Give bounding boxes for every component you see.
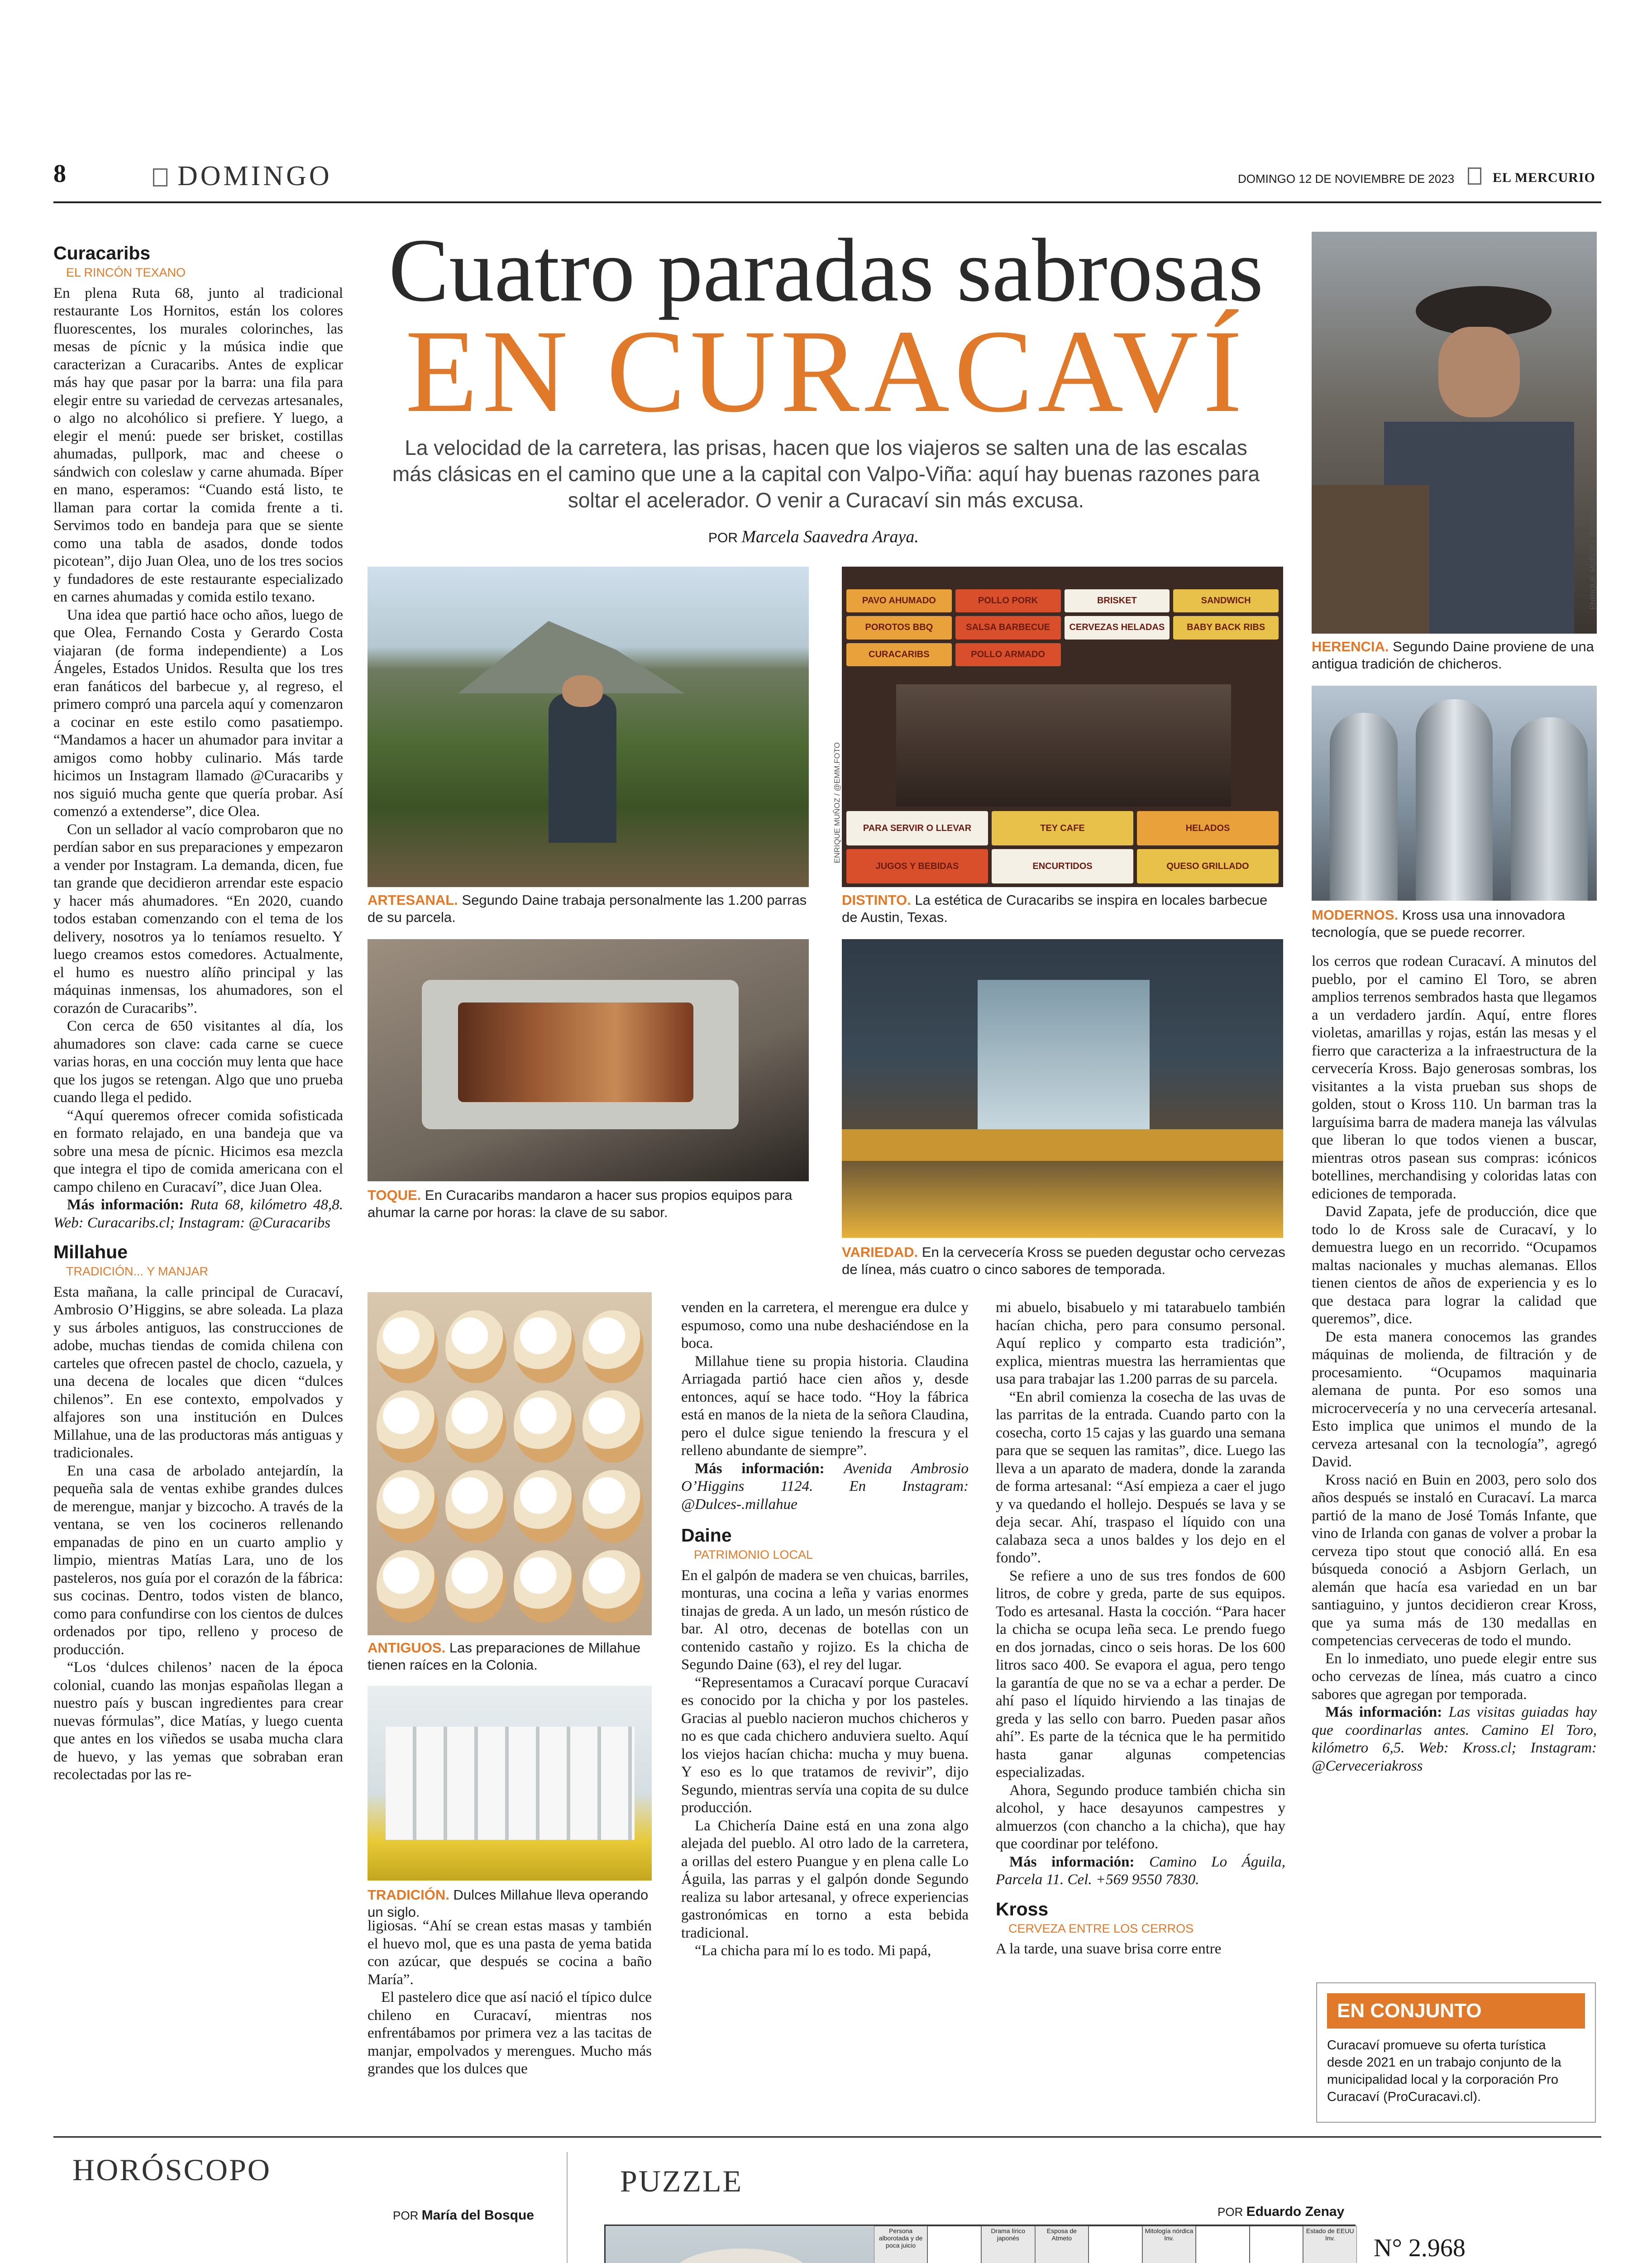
box-text: Curacaví promueve su oferta turística desde 2021 en un trabajo conjunto de la municipalidad local y la corporación Pro Curacaví (ProCuracavi.cl). — [1327, 2038, 1561, 2104]
info-line — [53, 1196, 343, 1232]
crossword-cell[interactable] — [1250, 2226, 1303, 2263]
photo-herencia — [1312, 232, 1597, 634]
header-date: DOMINGO 12 DE NOVIEMBRE DE 2023 — [1238, 172, 1455, 186]
puzzle-title: PUZZLE — [620, 2164, 743, 2198]
byline-author: María del Bosque — [421, 2208, 534, 2223]
paragraph: En plena Ruta 68, junto al tradicional restaurante Los Hornitos, están los colores fluorescentes, los murales colorinches, las mesas de pícnic y la música indie que caracterizan a Curacaribs. Antes de explicar más hay que pasar por la barra: una fila para elegir entre su variedad de cervezas artesanales, o algo no alcohólico si prefiere. Y luego, a elegir el menú: puede ser brisket, costillas ahumadas, pullpork, mac and cheese o sándwich con coleslaw y carne ahumada. Bíper en mano, esperamos: “Cuando está listo, te llaman para cortar la comida frente a ti. Servimos todo en bandeja para que se siente como una tabla de asados, donde todos picotean”, dijo Juan Olea, uno de los tres socios y fundadores de este restaurante especializado en carnes ahumadas y comida estilo texano. — [53, 285, 343, 605]
paragraph: El pastelero dice que así nació el típico dulce chileno en Curacaví, mientras nos enfrentábamos por primera vez a las tacitas de manjar, empolvados y merengues. Mucho más grandes que los dulces que — [368, 1989, 652, 2077]
byline — [708, 527, 919, 547]
menu-sign: CURACARIBS — [846, 643, 952, 666]
caption-artesanal — [368, 892, 811, 926]
paragraph: Con un sellador al vacío comprobaron que no perdían sabor en sus preparaciones y empezaron a vender por Instagram. La demanda, dicen, fue tan grande que decidieron arrendar este espacio y hacer más ahumadores. “En 2020, cuando todos estaban comenzando con el tema de los delivery, nosotros ya lo teníamos resuelto. Y luego creamos estos comedores. Actualmente, el humo es nuestro alíño principal y las máquinas inmensas, los ahumadores, son el corazón de Curacaribs”. — [53, 821, 343, 1017]
sweet-item — [445, 1390, 507, 1463]
lead-paragraph: La velocidad de la carretera, las prisas, hacen que los viajeros se salten una de las escalas más clásicas en el camino que une a la capital con Valpo-Viña: aquí hay buenas razones para soltar el acelerador. O venir a Curacaví sin más excusa. — [392, 436, 1260, 512]
horoscope-divider — [567, 2152, 568, 2263]
horoscope-section — [53, 2152, 597, 2223]
caption-herencia — [1312, 638, 1597, 673]
paragraph: En una casa de arbolado antejardín, la pequeña sala de ventas exhibe grandes dulces de merengue, manjar y bizcocho. A través de la ventana, se ven los cocineros rellenando empanadas de pino en un cuarto amplio y limpio, mientras Matías Lara, uno de los pasteleros, nos guía por el corazón de la fábrica: sus cocinas. Dentro, todos visten de blanco, como para confundirse con los cientos de dulces ordenados por tipo, relleno y proceso de producción. — [53, 1462, 343, 1658]
crossword-cell[interactable] — [1089, 2226, 1142, 2263]
photo-credit: ENRIQUE MUÑOZ / @EMM.FOTO — [1589, 489, 1597, 610]
menu-sign: BABY BACK RIBS — [1173, 616, 1279, 639]
caption-label: TRADICIÓN. — [368, 1887, 449, 1903]
paragraph: En lo inmediato, uno puede elegir entre sus ocho cervezas de línea, más cuatro a cinco sabores que agregan por temporada. — [1312, 1650, 1597, 1703]
caption-tradicion — [368, 1886, 653, 1921]
column-millahue-cont — [368, 1917, 652, 2078]
menu-signs-lower — [842, 811, 1283, 883]
caption-label: MODERNOS. — [1312, 907, 1399, 923]
paragraph: ligiosas. “Ahí se crean estas masas y también el huevo mol, que es una pasta de yema batida con azúcar, que después se cocina a baño María”. — [368, 1918, 652, 1988]
crossword-cell[interactable] — [927, 2226, 981, 2263]
crossword-clue: Esposa de Atmeto — [1035, 2226, 1089, 2263]
paragraph: “La chicha para mí lo es todo. Mi papá, — [695, 1943, 931, 1959]
crossword-clue: Estado de EEUU Inv. — [1303, 2226, 1357, 2263]
sweets-tray — [377, 1310, 644, 1623]
menu-sign: POLLO ARMADO — [955, 643, 1061, 666]
menu-sign: PAVO AHUMADO — [846, 589, 952, 612]
info-text: Camino Lo Águila, Parcela 11. Cel. +569 9550 7830. — [996, 1853, 1286, 1888]
paragraph: David Zapata, jefe de producción, dice que todo lo de Kross sale de Curacaví, y lo demuestra luego en un recorrido. “Ocupamos maltas nacionales y muchas alemanas. Ellos tienen cientos de años de experiencia y es lo que destaca para lograr la calidad que queremos”, dice. — [1312, 1203, 1597, 1327]
sweet-item — [445, 1310, 507, 1383]
info-text: Avenida Ambrosio O’Higgins 1124. En Instagram: @Dulces-.millahue — [681, 1460, 969, 1513]
sweet-item — [445, 1470, 507, 1543]
section-kicker: TRADICIÓN... Y MANJAR — [66, 1265, 209, 1278]
menu-sign: ENCURTIDOS — [992, 849, 1133, 883]
menu-sign: JUGOS Y BEBIDAS — [846, 849, 988, 883]
sweet-item — [514, 1470, 575, 1543]
paragraph: A la tarde, una suave brisa corre entre — [996, 1941, 1222, 1957]
menu-sign: PARA SERVIR O LLEVAR — [846, 811, 988, 845]
info-line — [1312, 1704, 1597, 1775]
sweet-item — [445, 1550, 507, 1623]
byline-prefix: POR — [1218, 2205, 1243, 2219]
photo-credit: ENRIQUE MUÑOZ / @EMM.FOTO — [833, 742, 841, 864]
menu-signs — [842, 589, 1283, 666]
caption-text: Segundo Daine trabaja personalmente las 1.200 parras de su parcela. — [368, 892, 807, 925]
bottom-section-rule — [53, 2136, 1601, 2138]
info-label: Más información: — [1009, 1853, 1135, 1870]
column-curacaribs-millahue — [53, 242, 343, 1784]
menu-sign: BRISKET — [1065, 589, 1170, 612]
section-title-millahue: Millahue — [53, 1241, 128, 1262]
caption-antiguos — [368, 1639, 653, 1674]
paragraph: La Chichería Daine está en una zona algo alejada del pueblo. Al otro lado de la carretera, a orillas del estero Puangue y en plena calle Lo Águila, las parras y el galpón donde Segundo realiza su labor artesanal, y ofrece experiencias gastronómicas en torno a esta bebida tradicional. — [681, 1817, 969, 1941]
caption-modernos — [1312, 907, 1597, 941]
info-label: Más información: — [67, 1197, 184, 1213]
section-title-daine: Daine — [681, 1525, 732, 1546]
info-line — [681, 1460, 969, 1514]
caption-label: TOQUE. — [368, 1187, 421, 1203]
paragraph: Millahue tiene su propia historia. Claudina Arriagada partió hace cien años y, desde entonces, aquí se hace todo. “Hoy la fábrica está en manos de la nieta de la señora Claudina, pero el dulce sigue teniendo la frescura y el relleno abundante de siempre”. — [681, 1353, 969, 1459]
horoscope-title: HORÓSCOPO — [72, 2153, 271, 2187]
sweet-item — [377, 1310, 438, 1383]
menu-sign: POROTOS BBQ — [846, 616, 952, 639]
paragraph: Se refiere a uno de sus tres fondos de 600 litros, de cobre y greda, parte de sus equipos. Todo es artesanal. Hasta la cocción. “Para hacer la chicha se ocupa leña seca. Le prendo fuego en dos jornadas, cinco o seis horas. De los 600 litros saco 400. Se evapora el agua, pero tengo la garantía de que no se va a echar a perder. De ahí paso el líquido hirviendo a las tinajas de greda y las sello con barro. Pueden pasar años ahí”. Es parte de la técnica que le ha permitido hasta ganar algunas competencias especializadas. — [996, 1567, 1285, 1781]
paragraph: “En abril comienza la cosecha de las uvas de las parritas de la entrada. Cuando parto con la cosecha, corto 15 cajas y las guardo una semana para que se sequen las ramitas”, dice. Luego las lleva a un aparato de madera, donde la zaranda de forma artesanal: “Así empieza a caer el jugo y va quedando el hollejo. Después se lava y se deja secar. Ahí, traspaso el líquido con una calabaza seca a unos baldes y los dejo en el fondo”. — [996, 1389, 1285, 1566]
paragraph: los cerros que rodean Curacaví. A minutos del pueblo, por el camino El Toro, se abren amplios terrenos sembrados hasta que llegamos a un verdadero jardín. Aquí, entre flores violetas, amarillas y rojas, están las mesas y el fierro que caracteriza a la infraestructura de la cervecería Kross. Bajo generosas sombras, los visitantes a la vista prueban sus shops de golden, stout o Kross 110. Un barman tras la larguísima barra de madera maneja las válvulas que liberan lo que todos vienen a buscar, mientras otros pasean sus compras: icónicos botellines, merchandising y coloridas latas con ediciones de temporada. — [1312, 953, 1597, 1202]
section-kicker: EL RINCÓN TEXANO — [66, 266, 186, 279]
info-text: Las visitas guiadas hay que coordinarlas antes. Camino El Toro, kilómetro 6,5. Web: Kross.cl; Instagram: @Cerveceriakross — [1312, 1704, 1597, 1774]
photo-distinto — [842, 567, 1283, 887]
byline-prefix: POR — [708, 530, 738, 545]
photo-modernos — [1312, 686, 1597, 901]
caption-variedad — [842, 1244, 1285, 1278]
puzzle-byline — [1218, 2204, 1344, 2220]
section-icon — [153, 168, 167, 186]
paragraph: Con cerca de 650 visitantes al día, los ahumadores son clave: cada carne se cuece varias horas, en una cocción muy lenta que hace que los jugos se retengan. Algo que uno prueba cuando llega el pedido. — [53, 1018, 343, 1106]
section-title-curacaribs: Curacaribs — [53, 243, 151, 263]
photo-artesanal — [368, 567, 809, 887]
caption-text: En Curacaribs mandaron a hacer sus propios equipos para ahumar la carne por horas: la clave de su sabor. — [368, 1187, 793, 1220]
info-line — [996, 1853, 1285, 1889]
paper-icon — [1468, 167, 1481, 185]
section-kicker: PATRIMONIO LOCAL — [694, 1548, 813, 1561]
menu-sign: POLLO PORK — [955, 589, 1061, 612]
caption-label: VARIEDAD. — [842, 1244, 918, 1260]
sweet-item — [514, 1550, 575, 1623]
column-kross — [1312, 953, 1597, 1775]
puzzle-portrait — [606, 2226, 877, 2263]
sweet-item — [377, 1390, 438, 1463]
page-number: 8 — [53, 160, 66, 188]
column-daine-kross — [996, 1299, 1285, 1958]
caption-label: DISTINTO. — [842, 892, 911, 908]
en-conjunto-box — [1316, 1982, 1596, 2123]
paragraph: mi abuelo, bisabuelo y mi tatarabuelo también hacían chicha, pero para consumo personal. Aquí replico y comparto esta tradición”, explica, mientras muestra las herramientas que usa para trabajar las 1.200 parras de su parcela. — [996, 1299, 1285, 1387]
caption-label: HERENCIA. — [1312, 639, 1389, 654]
photo-tradicion — [368, 1686, 652, 1881]
paragraph: Esta mañana, la calle principal de Curacaví, Ambrosio O’Higgins, se abre soleada. La plaza y sus árboles antiguos, las construcciones de adobe, muchas tiendas de comida chilena con carteles que ofrecen pastel de choclo, cazuela, y una decena de locales que dicen “dulces chilenos”. En ese contexto, empolvados y alfajores son una institución en Dulces Millahue, una de las productoras más antiguas y tradicionales. — [53, 1284, 343, 1461]
photo-antiguos — [368, 1292, 652, 1635]
crossword-clue: Persona alborotada y de poca juicio — [874, 2226, 928, 2263]
puzzle-number: N° 2.968 — [1374, 2234, 1466, 2262]
caption-toque — [368, 1187, 811, 1221]
menu-sign: CERVEZAS HELADAS — [1065, 616, 1170, 639]
crossword-grid — [604, 2225, 1356, 2263]
info-label: Más información: — [1325, 1704, 1442, 1720]
paragraph: Ahora, Segundo produce también chicha sin alcohol, y hace desayunos campestres y almuerzos (con chancho a la chicha), que hay que coordinar por teléfono. — [996, 1782, 1285, 1852]
menu-sign: HELADOS — [1137, 811, 1279, 845]
sweet-item — [377, 1550, 438, 1623]
caption-label: ANTIGUOS. — [368, 1640, 446, 1656]
paragraph: “Los ‘dulces chilenos’ nacen de la época colonial, cuando las monjas españolas llegan a nuestro país y buscan ingredientes para crear nuevas fórmulas”, dice Matías, y luego cuenta que antes en los viñedos se usaba mucha clara de huevo, y las yemas que sobraban eran recolectadas por las re- — [53, 1659, 343, 1783]
menu-sign: SANDWICH — [1173, 589, 1279, 612]
sweet-item — [582, 1550, 644, 1623]
sweet-item — [514, 1390, 575, 1463]
crossword-clue: Drama lírico japonés — [981, 2226, 1035, 2263]
photo-toque — [368, 939, 809, 1181]
byline-author: Eduardo Zenay — [1246, 2204, 1345, 2219]
info-text: Ruta 68, kilómetro 48,8. Web: Curacaribs.cl; Instagram: @Curacaribs — [53, 1197, 344, 1231]
paragraph: En el galpón de madera se ven chuicas, barriles, monturas, una cocina a leña y varias enormes tinajas de greda. A un lado, un mesón rústico de bar. Al otro, decenas de botellas con un contenido castaño y rojizo. Es la chicha de Segundo Daine (63), el rey del lugar. — [681, 1567, 969, 1673]
sweet-item — [514, 1310, 575, 1383]
section-title-kross: Kross — [996, 1898, 1049, 1919]
header-rule — [53, 201, 1601, 203]
paragraph: “Aquí queremos ofrecer comida sofisticada en formato relajado, en una bandeja que va sobre una mesa de pícnic. Hicimos esa mezcla que integra el tipo de comida americana con el campo chileno en Curacaví”, dice Juan Olea. — [53, 1107, 343, 1195]
box-title: EN CONJUNTO — [1327, 1993, 1585, 2029]
paragraph: venden en la carretera, el merengue era dulce y espumoso, como una nube deshaciéndose en la boca. — [681, 1299, 969, 1351]
caption-text: Segundo Daine proviene de una antigua tradición de chicheros. — [1312, 639, 1594, 672]
caption-distinto — [842, 892, 1285, 926]
section-name: DOMINGO — [177, 161, 332, 191]
headline-line2: EN CURACAVÍ — [405, 306, 1247, 437]
menu-sign: QUESO GRILLADO — [1137, 849, 1279, 883]
caption-text: En la cervecería Kross se pueden degustar ocho cervezas de línea, más cuatro o cinco sabores de temporada. — [842, 1244, 1285, 1277]
paragraph: De esta manera conocemos las grandes máquinas de molienda, de filtración y de procesamiento. “Ocupamos maquinaria alemana de punta. Por eso somos una microcervecería y no una cervecería artesanal. Esto implica que unimos el mundo de la cerveza artesanal con la tecnología”, agregó David. — [1312, 1328, 1597, 1470]
sweet-item — [582, 1310, 644, 1383]
headline-line1: Cuatro paradas sabrosas — [388, 220, 1264, 320]
sweet-item — [582, 1470, 644, 1543]
crossword-cell[interactable] — [1196, 2226, 1250, 2263]
byline-prefix: POR — [393, 2209, 419, 2222]
horoscope-byline — [393, 2208, 597, 2223]
sweet-item — [582, 1390, 644, 1463]
photo-variedad — [842, 939, 1283, 1238]
byline-author: Marcela Saavedra Araya. — [741, 527, 919, 546]
paragraph: Una idea que partió hace ocho años, luego de que Olea, Fernando Costa y Gerardo Costa viajaran (de forma independiente) a Los Ángeles, Estados Unidos. Resulta que los tres eran fanáticos del barbecue y, al regreso, el primero compró una parcela aquí y comenzaron a cocinar en este estilo como pasatiempo. “Mandamos a hacer un ahumador para invitar a amigos como hobby culinario. Más tarde hicimos un Instagram llamado @Curacaribs y nos siguió mucha gente que quería probar. Así comenzó a extenderse”, dice Olea. — [53, 606, 343, 820]
crossword-clue: Mitología nórdica Inv. — [1142, 2226, 1196, 2263]
paragraph: “Representamos a Curacaví porque Curacaví es conocido por la chicha y por los pasteles. Gracias al pueblo nacieron muchos chicheros y no es que cada chichero anduviera suelto. Aquí los viejos hacían chicha: mucha y muy buena. Y eso es lo que tratamos de revivir”, dijo Segundo, mientras servía una copita de su dulce producción. — [681, 1674, 969, 1816]
caption-text: Kross usa una innovadora tecnología, que se puede recorrer. — [1312, 907, 1565, 940]
paragraph: Kross nació en Buin en 2003, pero solo dos años después se instaló en Curacaví. La marca partió de la mano de José Tomás Infante, que vino de Irlanda con ganas de volver a probar la cerveza tipo stout que conoció allá. En esa búsqueda conoció a Asbjorn Gerlach, un alemán que hacía esa variedad en un bar santiaguino, y juntos decidieron crear Kross, que ya suma más de 130 medallas en competencias cerveceras de todo el mundo. — [1312, 1471, 1597, 1649]
caption-text: Las preparaciones de Millahue tienen raíces en la Colonia. — [368, 1640, 641, 1673]
section-kicker: CERVEZA ENTRE LOS CERROS — [1008, 1921, 1194, 1935]
paper-name: EL MERCURIO — [1493, 170, 1595, 185]
info-label: Más información: — [695, 1460, 825, 1477]
column-daine — [681, 1299, 969, 1960]
menu-sign: TEY CAFE — [992, 811, 1133, 845]
menu-sign: SALSA BARBECUE — [955, 616, 1061, 639]
caption-text: Dulces Millahue lleva operando un siglo. — [368, 1887, 649, 1920]
sweet-item — [377, 1470, 438, 1543]
caption-text: La estética de Curacaribs se inspira en locales barbecue de Austin, Texas. — [842, 892, 1268, 925]
caption-label: ARTESANAL. — [368, 892, 458, 908]
